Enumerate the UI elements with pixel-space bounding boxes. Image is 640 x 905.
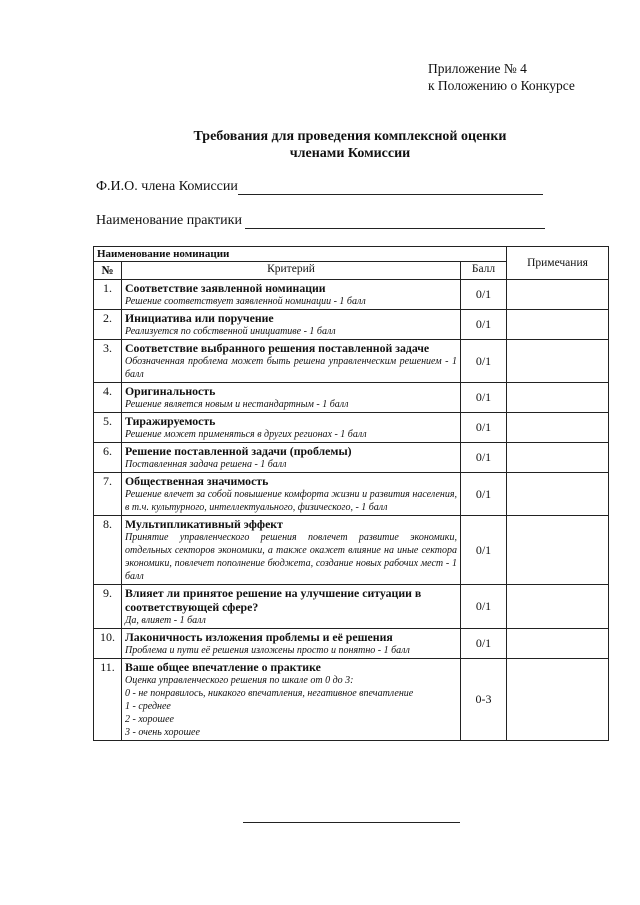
criterion-name: Соответствие заявленной номинации	[125, 281, 326, 295]
criterion-name: Ваше общее впечатление о практике	[125, 660, 321, 674]
criterion-score: 0/1	[461, 443, 507, 473]
criterion-description: Оценка управленческого решения по шкале от 0 до 3:	[125, 675, 354, 686]
criterion-name: Инициатива или поручение	[125, 311, 274, 325]
title-line-1: Требования для проведения комплексной оценки	[193, 129, 507, 144]
criterion-notes-cell[interactable]	[507, 280, 609, 310]
criterion-score: 0/1	[461, 473, 507, 516]
criterion-description: 3 - очень хорошее	[125, 727, 200, 738]
criterion-cell	[122, 413, 461, 443]
criterion-notes-cell[interactable]	[507, 443, 609, 473]
criterion-description: Решение является новым и нестандартным - 1 балл	[125, 399, 349, 410]
criterion-name: Решение поставленной задачи (проблемы)	[125, 444, 352, 458]
document-title	[120, 128, 580, 162]
appendix-number: Приложение № 4	[428, 61, 527, 76]
criterion-description: 0 - не понравилось, никакого впечатления, негативное впечатление	[125, 688, 414, 699]
criterion-name: Общественная значимость	[125, 474, 269, 488]
criterion-name: Тиражируемость	[125, 414, 216, 428]
criterion-description: Реализуется по собственной инициативе - 1 балл	[125, 326, 336, 337]
practice-name-blank	[245, 214, 545, 229]
criterion-notes-cell[interactable]	[507, 629, 609, 659]
criterion-name: Мультипликативный эффект	[125, 517, 283, 531]
nomination-header-row	[94, 247, 609, 262]
criterion-cell	[122, 659, 461, 741]
criterion-description: 2 - хорошее	[125, 714, 174, 725]
title-line-2: членами Комиссии	[289, 146, 411, 161]
appendix-reference: к Положению о Конкурсе	[428, 78, 575, 93]
criterion-cell	[122, 310, 461, 340]
criterion-cell	[122, 340, 461, 383]
criterion-cell	[122, 443, 461, 473]
notes-header: Примечания	[507, 247, 609, 280]
criterion-score: 0/1	[461, 310, 507, 340]
criterion-number: 10.	[94, 629, 122, 659]
criterion-header: Критерий	[122, 262, 461, 280]
criterion-number: 5.	[94, 413, 122, 443]
criterion-score: 0/1	[461, 413, 507, 443]
criterion-name: Лаконичность изложения проблемы и её решения	[125, 630, 393, 644]
criterion-cell	[122, 473, 461, 516]
criterion-score: 0/1	[461, 516, 507, 585]
criterion-notes-cell[interactable]	[507, 340, 609, 383]
criterion-row	[94, 585, 609, 629]
criterion-description: Поставленная задача решена - 1 балл	[125, 459, 287, 470]
criterion-description: Обозначенная проблема может быть решена управленческим решением - 1 балл	[125, 356, 457, 380]
criterion-number: 6.	[94, 443, 122, 473]
criterion-notes-cell[interactable]	[507, 516, 609, 585]
criterion-description: Проблема и пути её решения изложены просто и понятно - 1 балл	[125, 645, 410, 656]
member-name-field	[96, 179, 543, 195]
criterion-number: 4.	[94, 383, 122, 413]
criterion-score: 0-3	[461, 659, 507, 741]
criterion-row	[94, 310, 609, 340]
score-header: Балл	[461, 262, 507, 280]
criterion-description: 1 - среднее	[125, 701, 171, 712]
criterion-description: Решение соответствует заявленной номинации - 1 балл	[125, 296, 366, 307]
criterion-row	[94, 629, 609, 659]
criterion-notes-cell[interactable]	[507, 659, 609, 741]
criterion-cell	[122, 516, 461, 585]
criterion-cell	[122, 629, 461, 659]
criterion-name: Соответствие выбранного решения поставленной задаче	[125, 341, 430, 355]
criterion-notes-cell[interactable]	[507, 585, 609, 629]
criterion-notes-cell[interactable]	[507, 413, 609, 443]
criterion-score: 0/1	[461, 629, 507, 659]
criterion-notes-cell[interactable]	[507, 310, 609, 340]
criterion-number: 1.	[94, 280, 122, 310]
criterion-row	[94, 383, 609, 413]
criterion-name: Оригинальность	[125, 384, 216, 398]
practice-name-field	[96, 213, 545, 229]
member-name-label: Ф.И.О. члена Комиссии	[96, 179, 238, 194]
criterion-score: 0/1	[461, 340, 507, 383]
criterion-number: 8.	[94, 516, 122, 585]
nomination-header: Наименование номинации	[94, 247, 507, 262]
criterion-notes-cell[interactable]	[507, 473, 609, 516]
criterion-description: Принятие управленческого решения повлечет развитие экономики, отдельных секторов экономики, а также окажет влияние на иные сектора экономики, повлечет пополнение бюджета, создание новых рабочих мест - 1 балл	[125, 532, 457, 582]
criterion-description: Решение влечет за собой повышение комфорта жизни и развития населения, в т.ч. культурного, интеллектуального, физического, - 1 балл	[125, 489, 457, 513]
criterion-number: 3.	[94, 340, 122, 383]
criterion-number: 9.	[94, 585, 122, 629]
practice-name-label: Наименование практики	[96, 213, 242, 228]
criterion-cell	[122, 280, 461, 310]
criterion-notes-cell[interactable]	[507, 383, 609, 413]
criterion-row	[94, 413, 609, 443]
criterion-row	[94, 659, 609, 741]
criterion-score: 0/1	[461, 280, 507, 310]
criterion-number: 11.	[94, 659, 122, 741]
criteria-table	[93, 246, 609, 741]
criterion-row	[94, 340, 609, 383]
criterion-cell	[122, 383, 461, 413]
criterion-score: 0/1	[461, 383, 507, 413]
criterion-row	[94, 473, 609, 516]
criterion-row	[94, 443, 609, 473]
criterion-number: 2.	[94, 310, 122, 340]
criterion-score: 0/1	[461, 585, 507, 629]
number-header: №	[94, 262, 122, 280]
criterion-row	[94, 516, 609, 585]
criterion-number: 7.	[94, 473, 122, 516]
member-name-blank	[238, 180, 543, 195]
criterion-row	[94, 280, 609, 310]
criterion-description: Решение может применяться в других регионах - 1 балл	[125, 429, 367, 440]
appendix-header	[428, 60, 575, 94]
criterion-description: Да, влияет - 1 балл	[125, 615, 206, 626]
criterion-name: Влияет ли принятое решение на улучшение ситуации в соответствующей сфере?	[125, 586, 422, 614]
footer-divider	[243, 822, 460, 823]
criterion-cell	[122, 585, 461, 629]
